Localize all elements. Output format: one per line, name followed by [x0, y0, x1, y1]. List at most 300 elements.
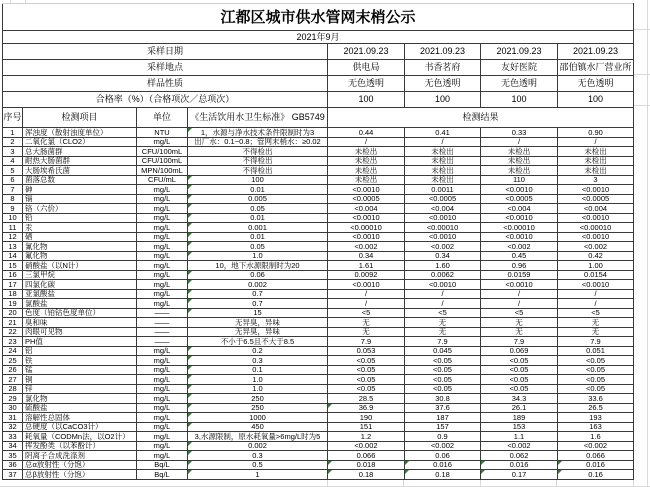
cell-flag-triangle-icon [188, 214, 192, 218]
result-cell: <0.05 [328, 384, 405, 394]
result-cell: / [328, 289, 405, 299]
result-cell: 0.018 [328, 460, 405, 470]
row-number-cell: 18 [3, 289, 23, 299]
cell-flag-triangle-icon [188, 356, 192, 360]
item-cell: 铜 [23, 375, 137, 385]
standard-cell: 0.3 [188, 356, 328, 366]
result-cell: 0.9 [405, 432, 481, 442]
col-header-item: 检测项目 [23, 108, 137, 128]
row-number-cell: 35 [3, 451, 23, 461]
page-title: 江都区城市供水管网末梢公示 [3, 4, 634, 31]
result-cell: 153 [481, 422, 558, 432]
standard-cell: 不得检出 [188, 147, 328, 157]
standard-cell: 0.7 [188, 289, 328, 299]
row-number-cell: 31 [3, 413, 23, 423]
result-cell: <0.002 [405, 242, 481, 252]
standard-cell: 不小于6.5且不大于8.5 [188, 337, 328, 347]
table-row [3, 156, 634, 166]
result-cell: 未检出 [328, 156, 405, 166]
result-cell: <0.00010 [405, 223, 481, 233]
result-cell: 151 [328, 422, 405, 432]
result-cell: 193 [558, 413, 634, 423]
result-cell: <0.002 [481, 242, 558, 252]
row-number-cell: 7 [3, 185, 23, 195]
row-number-cell: 28 [3, 384, 23, 394]
standard-cell: 1.0 [188, 384, 328, 394]
standard-cell: 0.01 [188, 232, 328, 242]
result-cell: <0.05 [481, 356, 558, 366]
result-cell: / [481, 289, 558, 299]
cell-flag-triangle-icon [188, 423, 192, 427]
result-cell: <0.0005 [328, 194, 405, 204]
result-cell: 7.9 [328, 337, 405, 347]
item-cell: 镉 [23, 194, 137, 204]
standard-cell: 0.01 [188, 185, 328, 195]
result-cell: <0.0005 [481, 194, 558, 204]
row-number-cell: 11 [3, 223, 23, 233]
result-cell: 0.062 [481, 451, 558, 461]
sample-property-row [3, 76, 634, 92]
result-cell: 0.051 [558, 346, 634, 356]
standard-cell: 0.06 [188, 270, 328, 280]
cell-flag-triangle-icon [188, 461, 192, 465]
row-number-cell: 32 [3, 422, 23, 432]
standard-cell: 0.1 [188, 365, 328, 375]
table-row [3, 318, 634, 328]
pass-rate-value: 100 [481, 92, 558, 108]
result-cell: <0.0010 [481, 232, 558, 242]
row-number-cell: 24 [3, 346, 23, 356]
result-cell: 34.3 [481, 394, 558, 404]
result-cell: 26.5 [558, 403, 634, 413]
result-cell: <0.0005 [558, 194, 634, 204]
result-cell: 0.44 [328, 128, 405, 138]
unit-cell: mg/L [137, 194, 188, 204]
result-cell: / [328, 137, 405, 147]
result-cell: 0.069 [481, 346, 558, 356]
result-cell: <0.004 [481, 204, 558, 214]
result-cell: <0.00010 [558, 223, 634, 233]
result-cell: <5 [328, 308, 405, 318]
table-row [3, 147, 634, 157]
result-cell: 33.6 [558, 394, 634, 404]
unit-cell: mg/L [137, 375, 188, 385]
result-cell: <0.05 [481, 384, 558, 394]
cell-flag-triangle-icon [188, 223, 192, 227]
result-cell: 1.1 [481, 432, 558, 442]
sheet-gridline [403, 479, 404, 487]
item-cell: 溶解性总固体 [23, 413, 137, 423]
standard-cell: 0.5 [188, 460, 328, 470]
sampling-site-value: 友好医院 [481, 60, 558, 76]
table-row [3, 232, 634, 242]
result-cell: / [481, 299, 558, 309]
item-cell: 氰化物 [23, 242, 137, 252]
sheet-gridline [634, 74, 650, 75]
result-cell: <0.0005 [405, 194, 481, 204]
result-cell: 0.016 [558, 460, 634, 470]
result-cell: <0.0010 [405, 232, 481, 242]
sampling-date-value: 2021.09.23 [481, 44, 558, 60]
item-cell: 铁 [23, 356, 137, 366]
item-cell: 二氧化氯（CLO2） [23, 137, 137, 147]
table-row [3, 460, 634, 470]
table-row [3, 299, 634, 309]
results-tbody [3, 128, 634, 480]
item-cell: 铅 [23, 213, 137, 223]
table-row [3, 470, 634, 480]
cell-flag-triangle-icon [188, 252, 192, 256]
result-cell: 0.90 [558, 128, 634, 138]
item-cell: 菌落总数 [23, 175, 137, 185]
cell-flag-triangle-icon [328, 461, 332, 465]
row-number-cell: 23 [3, 337, 23, 347]
standard-cell: 3,水源限制，原水耗氧量>6mg/L时为5 [188, 432, 328, 442]
cell-flag-triangle-icon [188, 280, 192, 284]
item-cell: 挥发酚类（以苯酚计） [23, 441, 137, 451]
result-cell: 0.0154 [558, 270, 634, 280]
table-row [3, 432, 634, 442]
result-cell: <0.05 [558, 384, 634, 394]
col-header-standard: 《生活饮用水卫生标准》 GB5749 [188, 108, 328, 128]
row-number-cell: 21 [3, 318, 23, 328]
row-number-cell: 13 [3, 242, 23, 252]
item-cell: 硝酸盐（以N计） [23, 261, 137, 271]
unit-cell: Bq/L [137, 470, 188, 480]
result-cell: 190 [328, 413, 405, 423]
standard-cell: 1 [188, 470, 328, 480]
unit-cell: mg/L [137, 346, 188, 356]
sheet-gridline [634, 29, 650, 30]
table-row [3, 441, 634, 451]
result-cell: <0.0010 [558, 185, 634, 195]
unit-cell: —— [137, 327, 188, 337]
cell-flag-triangle-icon [188, 290, 192, 294]
result-cell: 0.96 [481, 261, 558, 271]
cell-flag-triangle-icon [188, 404, 192, 408]
unit-cell: mg/L [137, 185, 188, 195]
cell-flag-triangle-icon [188, 366, 192, 370]
sampling-date-value: 2021.09.23 [558, 44, 634, 60]
standard-cell: 0.002 [188, 280, 328, 290]
col-header-results: 检测结果 [328, 108, 634, 128]
unit-cell: mg/L [137, 242, 188, 252]
row-number-cell: 4 [3, 156, 23, 166]
table-row [3, 365, 634, 375]
table-row [3, 413, 634, 423]
sampling-date-value: 2021.09.23 [405, 44, 481, 60]
result-cell: <0.05 [558, 365, 634, 375]
result-cell: <5 [405, 308, 481, 318]
table-row [3, 213, 634, 223]
table-row [3, 261, 634, 271]
result-cell: 1.60 [405, 261, 481, 271]
pass-rate-value: 100 [405, 92, 481, 108]
unit-cell: Bq/L [137, 460, 188, 470]
unit-cell: mg/L [137, 204, 188, 214]
row-number-cell: 8 [3, 194, 23, 204]
sampling-site-value: 供电局 [328, 60, 405, 76]
result-cell: 0.34 [405, 251, 481, 261]
result-cell: 未检出 [405, 147, 481, 157]
row-number-cell: 16 [3, 270, 23, 280]
standard-cell: 15 [188, 308, 328, 318]
cell-flag-triangle-icon [405, 470, 409, 474]
item-cell: 铬（六价） [23, 204, 137, 214]
result-cell: 1.6 [558, 432, 634, 442]
result-cell: 无 [405, 318, 481, 328]
row-number-cell: 26 [3, 365, 23, 375]
cell-flag-triangle-icon [481, 461, 485, 465]
result-cell: 30.8 [405, 394, 481, 404]
item-cell: 氯化物 [23, 394, 137, 404]
item-cell: 砷 [23, 185, 137, 195]
cell-flag-triangle-icon [188, 375, 192, 379]
result-cell: 0.066 [558, 451, 634, 461]
result-cell: 0.045 [405, 346, 481, 356]
standard-cell: 0.2 [188, 346, 328, 356]
unit-cell: CFU/100mL [137, 147, 188, 157]
cell-flag-triangle-icon [328, 470, 332, 474]
cell-flag-triangle-icon [188, 470, 192, 474]
result-cell: <0.004 [328, 204, 405, 214]
row-number-cell: 3 [3, 147, 23, 157]
result-cell: 0.0062 [405, 270, 481, 280]
result-cell: 0.42 [558, 251, 634, 261]
cell-flag-triangle-icon [188, 309, 192, 313]
standard-cell: 1000 [188, 413, 328, 423]
item-cell: 硒 [23, 232, 137, 242]
result-cell: 0.16 [558, 470, 634, 480]
unit-cell: mg/L [137, 451, 188, 461]
table-row [3, 137, 634, 147]
period-row [3, 31, 634, 44]
result-cell: 无 [481, 318, 558, 328]
result-cell: <0.05 [328, 375, 405, 385]
standard-cell: 0.01 [188, 213, 328, 223]
unit-cell: mg/L [137, 137, 188, 147]
standard-cell: 1.0 [188, 251, 328, 261]
result-cell: <0.0010 [558, 232, 634, 242]
row-number-cell: 37 [3, 470, 23, 480]
result-cell: <0.05 [405, 356, 481, 366]
item-cell: 汞 [23, 223, 137, 233]
table-row [3, 185, 634, 195]
row-number-cell: 14 [3, 251, 23, 261]
standard-cell: 1，水源与净水技术条件限制时为3 [188, 128, 328, 138]
item-cell: 总β放射性（分饱） [23, 470, 137, 480]
result-cell: 0.016 [405, 460, 481, 470]
water-quality-table [2, 3, 634, 480]
table-row [3, 251, 634, 261]
table-row [3, 166, 634, 176]
result-cell: <0.0010 [481, 185, 558, 195]
result-cell: 无 [558, 327, 634, 337]
row-number-cell: 10 [3, 213, 23, 223]
table-row [3, 403, 634, 413]
info-label: 样品性质 [3, 76, 328, 92]
row-number-cell: 12 [3, 232, 23, 242]
unit-cell: mg/L [137, 270, 188, 280]
info-label: 采样地点 [3, 60, 328, 76]
table-row [3, 384, 634, 394]
result-cell: <0.002 [328, 242, 405, 252]
item-cell: 总硬度（以CaCO3计） [23, 422, 137, 432]
table-row [3, 242, 634, 252]
row-number-cell: 6 [3, 175, 23, 185]
result-cell: 163 [558, 422, 634, 432]
cell-flag-triangle-icon [188, 347, 192, 351]
cell-flag-triangle-icon [188, 128, 192, 132]
table-row [3, 194, 634, 204]
sampling-site-row [3, 60, 634, 76]
row-number-cell: 1 [3, 128, 23, 138]
result-cell: <0.05 [405, 384, 481, 394]
result-cell: 0.18 [328, 470, 405, 480]
pass-rate-row [3, 92, 634, 108]
row-number-cell: 22 [3, 327, 23, 337]
result-cell: 未检出 [481, 166, 558, 176]
item-cell: 浑浊度（散射浊度单位） [23, 128, 137, 138]
standard-cell: 10，地下水源限制时为20 [188, 261, 328, 271]
row-number-cell: 25 [3, 356, 23, 366]
row-number-cell: 33 [3, 432, 23, 442]
result-cell: <0.0010 [481, 280, 558, 290]
sheet-gridline [634, 105, 650, 106]
result-cell: <0.004 [558, 204, 634, 214]
info-label: 合格率（%）（合格项次／总项次） [3, 92, 328, 108]
table-row [3, 280, 634, 290]
table-row [3, 451, 634, 461]
unit-cell: —— [137, 337, 188, 347]
standard-cell: 无异臭，异味 [188, 318, 328, 328]
unit-cell: mg/L [137, 384, 188, 394]
cell-flag-triangle-icon [558, 461, 562, 465]
row-number-cell: 9 [3, 204, 23, 214]
result-cell: 36.9 [328, 403, 405, 413]
table-row [3, 204, 634, 214]
result-cell: 未检出 [558, 166, 634, 176]
cell-flag-triangle-icon [188, 176, 192, 180]
result-cell: 0.34 [328, 251, 405, 261]
col-header-unit: 单位 [137, 108, 188, 128]
row-number-cell: 29 [3, 394, 23, 404]
standard-cell: 0.05 [188, 204, 328, 214]
result-cell: 110 [481, 175, 558, 185]
result-cell: 0.18 [405, 470, 481, 480]
unit-cell: mg/L [137, 403, 188, 413]
table-row [3, 337, 634, 347]
row-number-cell: 5 [3, 166, 23, 176]
cell-flag-triangle-icon [188, 242, 192, 246]
standard-cell: 无异臭，异味 [188, 327, 328, 337]
item-cell: 亚氯酸盐 [23, 289, 137, 299]
item-cell: 大肠埃希氏菌 [23, 166, 137, 176]
row-number-cell: 2 [3, 137, 23, 147]
sample-property-value: 无色透明 [328, 76, 405, 92]
sampling-site-value: 邵伯镇水厂营业所 [558, 60, 634, 76]
result-cell: 无 [558, 318, 634, 328]
unit-cell: mg/L [137, 413, 188, 423]
cell-flag-triangle-icon [188, 204, 192, 208]
row-number-cell: 27 [3, 375, 23, 385]
item-cell: 耗氧量（CODMn法，以O2计） [23, 432, 137, 442]
result-cell: <0.002 [558, 441, 634, 451]
result-cell: 无 [328, 327, 405, 337]
item-cell: 硫酸盐 [23, 403, 137, 413]
sampling-date-value: 2021.09.23 [328, 44, 405, 60]
row-number-cell: 30 [3, 403, 23, 413]
result-cell: 3 [558, 175, 634, 185]
result-cell: 26.1 [481, 403, 558, 413]
unit-cell: mg/L [137, 280, 188, 290]
cell-flag-triangle-icon [405, 461, 409, 465]
unit-cell: mg/L [137, 299, 188, 309]
item-cell: 臭和味 [23, 318, 137, 328]
cell-flag-triangle-icon [188, 195, 192, 199]
result-cell: 0.0092 [328, 270, 405, 280]
result-cell: 189 [481, 413, 558, 423]
result-cell: <0.004 [405, 204, 481, 214]
cell-flag-triangle-icon [188, 299, 192, 303]
result-cell: <0.002 [405, 441, 481, 451]
row-number-cell: 19 [3, 299, 23, 309]
cell-flag-triangle-icon [481, 470, 485, 474]
result-cell: 未检出 [405, 175, 481, 185]
result-cell: 0.45 [481, 251, 558, 261]
result-cell: 0.0011 [405, 185, 481, 195]
result-cell: 187 [405, 413, 481, 423]
result-cell: <0.05 [405, 375, 481, 385]
item-cell: 三氯甲烷 [23, 270, 137, 280]
cell-flag-triangle-icon [188, 442, 192, 446]
cell-flag-triangle-icon [188, 394, 192, 398]
result-cell: 未检出 [328, 147, 405, 157]
standard-cell: 0.3 [188, 451, 328, 461]
table-row [3, 394, 634, 404]
result-cell: <0.0010 [405, 213, 481, 223]
result-cell: 无 [328, 318, 405, 328]
result-cell: / [405, 137, 481, 147]
unit-cell: MPN/100mL [137, 166, 188, 176]
standard-cell: 250 [188, 394, 328, 404]
row-number-cell: 34 [3, 441, 23, 451]
item-cell: 氯酸盐 [23, 299, 137, 309]
result-cell: / [328, 299, 405, 309]
title-row [3, 4, 634, 31]
result-cell: <0.00010 [328, 223, 405, 233]
result-cell: 无 [481, 327, 558, 337]
cell-flag-triangle-icon [328, 404, 332, 408]
result-cell: 0.06 [405, 451, 481, 461]
sample-property-value: 无色透明 [405, 76, 481, 92]
table-row [3, 327, 634, 337]
result-cell: 7.9 [481, 337, 558, 347]
standard-cell: 不得检出 [188, 166, 328, 176]
result-cell: 未检出 [558, 147, 634, 157]
result-cell: / [405, 299, 481, 309]
item-cell: 色度（铂钴色度单位） [23, 308, 137, 318]
table-row [3, 422, 634, 432]
result-cell: 0.17 [481, 470, 558, 480]
unit-cell: mg/L [137, 251, 188, 261]
unit-cell: mg/L [137, 365, 188, 375]
result-cell: / [558, 299, 634, 309]
result-cell: 0.33 [481, 128, 558, 138]
table-row [3, 128, 634, 138]
result-cell: 37.6 [405, 403, 481, 413]
table-row [3, 223, 634, 233]
